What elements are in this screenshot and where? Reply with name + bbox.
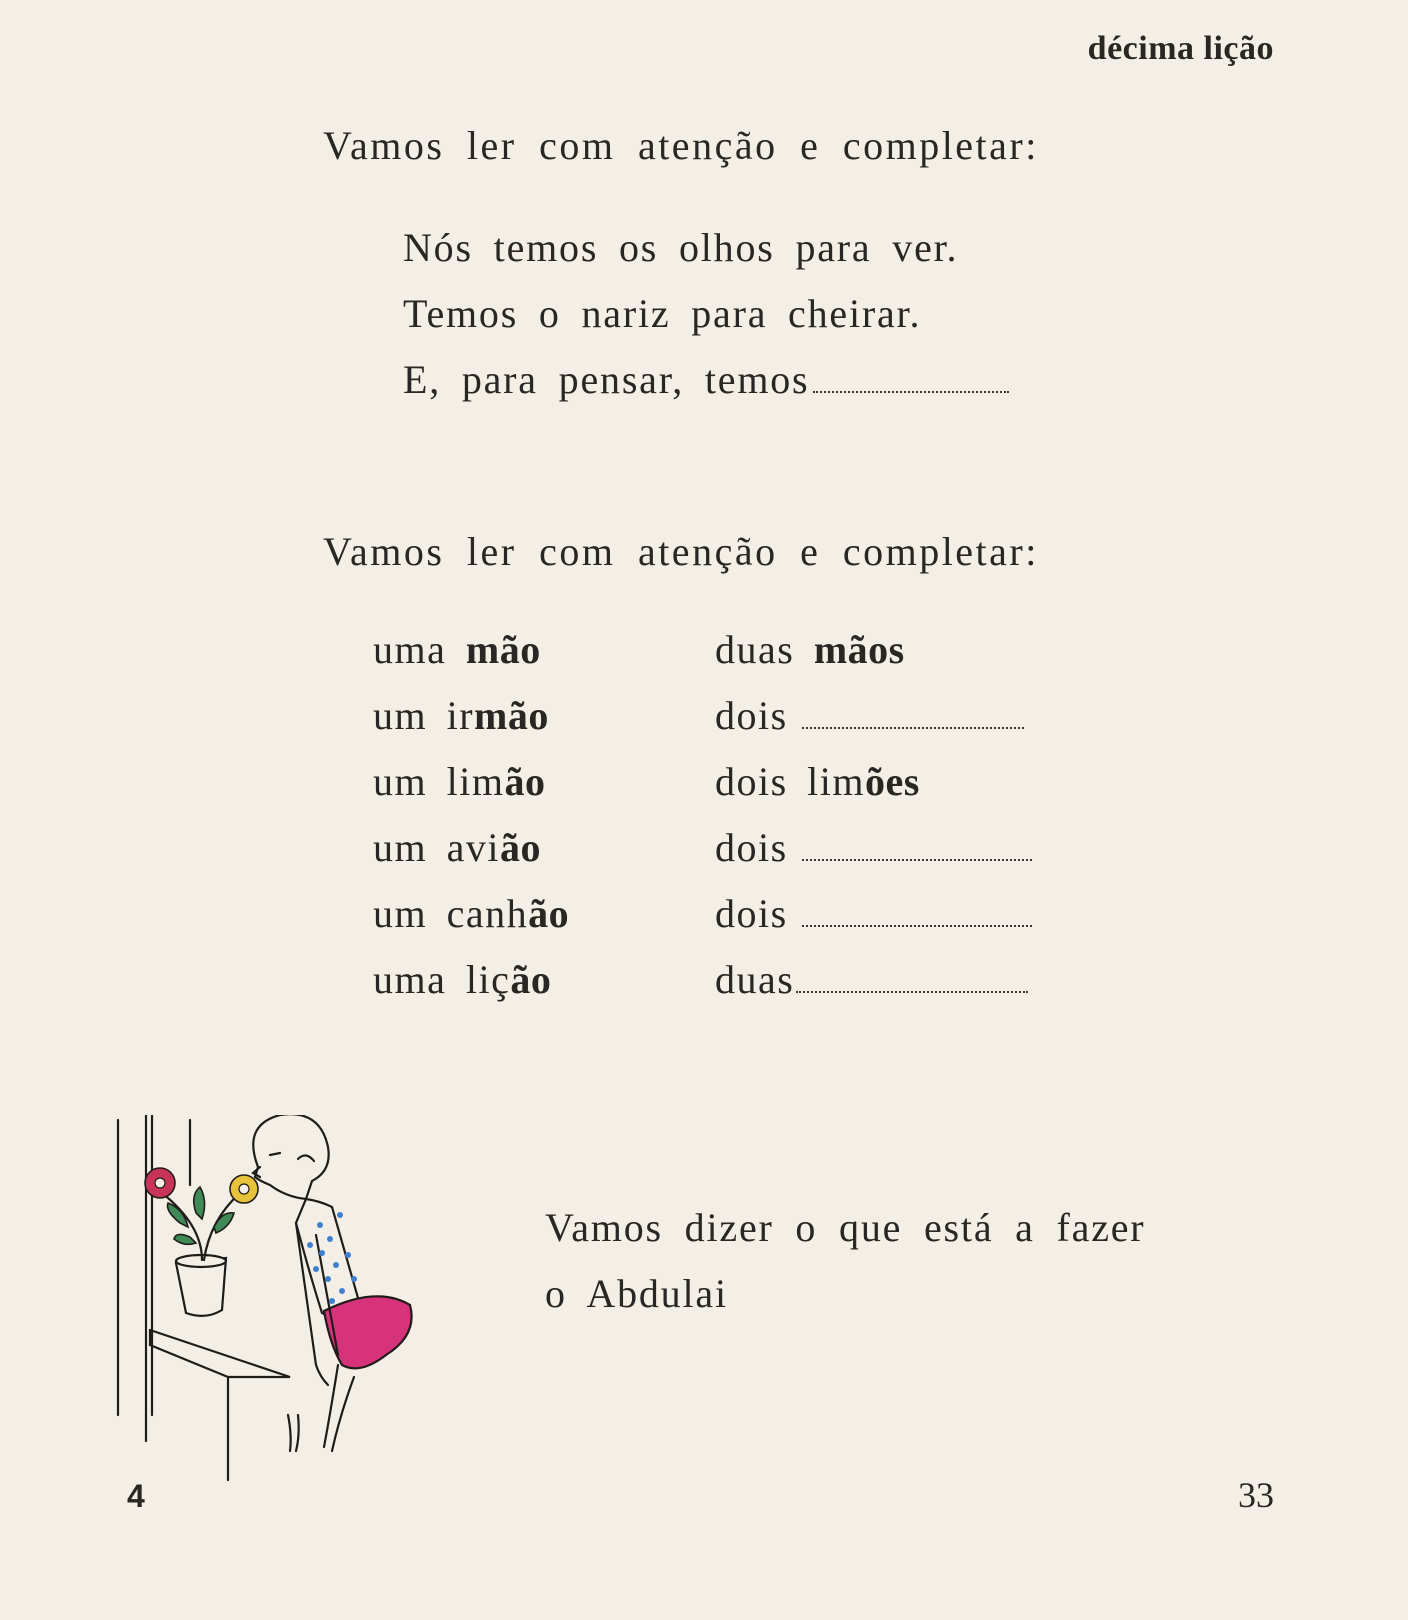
singular-word: um irmão — [373, 693, 549, 738]
lesson-header: décima lição — [1087, 30, 1274, 67]
singular-word: um canhão — [373, 891, 570, 936]
plural-word: duas — [715, 956, 1028, 1003]
blank-line[interactable] — [813, 391, 1009, 393]
boy-figure — [253, 1115, 412, 1451]
page-number-right: 33 — [1238, 1475, 1274, 1515]
instruction-2: Vamos ler com atenção e completar: — [323, 529, 1039, 574]
plural-word: dois — [715, 824, 1032, 871]
boy-smelling-flower-illustration — [110, 1115, 440, 1485]
singular-word: uma lição — [373, 957, 552, 1002]
yellow-flower-icon — [230, 1175, 258, 1203]
singular-word: um limão — [373, 759, 546, 804]
page-number-left: 4 — [127, 1478, 145, 1514]
red-flower-icon — [145, 1168, 175, 1198]
blank-line[interactable] — [796, 991, 1028, 993]
blank-line[interactable] — [802, 727, 1024, 729]
blank-line[interactable] — [802, 925, 1032, 927]
illustration-caption — [545, 1195, 1145, 1327]
plural-word: dois — [715, 890, 1032, 937]
sentence-2: Temos o nariz para cheirar. — [403, 291, 922, 336]
sentence-3-text: E, para pensar, temos — [403, 357, 810, 402]
plural-word: duas mãos — [715, 627, 905, 672]
sentence-3 — [403, 356, 1009, 403]
caption-line-2: o Abdulai — [545, 1271, 728, 1316]
instruction-1: Vamos ler com atenção e completar: — [323, 123, 1039, 168]
caption-line-1: Vamos dizer o que está a fazer — [545, 1205, 1146, 1250]
blank-line[interactable] — [802, 859, 1032, 861]
sentence-1: Nós temos os olhos para ver. — [403, 225, 959, 270]
plural-word: dois limões — [715, 759, 920, 804]
singular-word: uma mão — [373, 627, 541, 672]
plural-word: dois — [715, 692, 1024, 739]
singular-word: um avião — [373, 825, 541, 870]
